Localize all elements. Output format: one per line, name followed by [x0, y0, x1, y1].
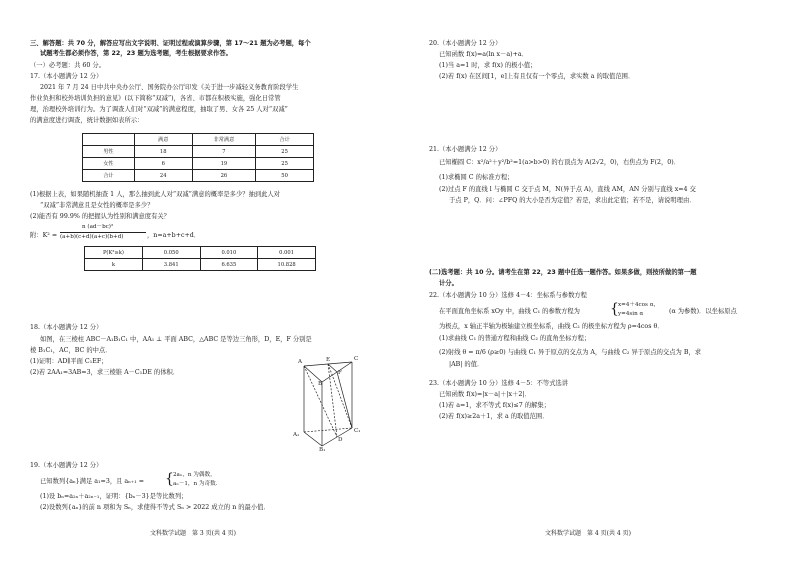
q17-heading: 17.（本小题满分 12 分）: [30, 73, 103, 80]
q22-text: (α 为参数)．以坐标原点: [669, 308, 737, 315]
q20-part2: (2)若 f(x) 在区间[1，e]上有且仅有一个零点，求实数 a 的取值范围．: [439, 73, 635, 80]
figure-label: B₁: [319, 447, 326, 453]
q17-part2: (2)能否有 99.9% 的把握认为性别和满意度有关？: [30, 213, 170, 220]
table-cell: 非常满意: [192, 134, 256, 146]
q18-part1: (1)证明：AD∥平面 C₁EF；: [30, 358, 108, 365]
q18-heading: 18.（本小题满分 12 分）: [30, 324, 103, 331]
q23-part1: (1)若 a=1，求不等式 f(x)≤7 的解集；: [439, 402, 551, 409]
q17-text: 理，治理校外培训行为。为了调查人们对“双减”的满意程度，抽取了男、女各 25 人对“双减”: [30, 106, 288, 113]
table-cell: 26: [192, 170, 256, 182]
q21-text: 已知椭圆 C：x²/a²＋y²/b²=1(a>b>0) 的右顶点为 A(2√2，0)，右焦点为 F(2，0)．: [439, 159, 681, 166]
q22-param-x: x=4＋4cos α，: [618, 302, 660, 308]
table-cell: 6: [134, 158, 192, 170]
q20-part1: (1)当 a=1 时，求 f(x) 的极小值；: [439, 62, 537, 69]
table-cell: 女性: [83, 158, 135, 170]
page-footer: 文科数学试题 第 4 页(共 4 页): [545, 530, 631, 537]
table-cell: P(K²≥k): [85, 247, 143, 259]
fraction-bar: [60, 232, 146, 233]
q17-text: 的满意度进行调查，统计数据如表所示：: [30, 117, 144, 124]
k2-formula-numerator: n (ad－bc)²: [82, 224, 114, 230]
table-cell: 满意: [134, 134, 192, 146]
q19-part1: (1)设 bₙ=a₂ₙ＋a₂ₙ₋₁，证明：{bₙ－3}是等比数列；: [40, 493, 188, 500]
q22-part2: (2)射线 θ = π/6 (ρ≥0) 与曲线 C₁ 异于原点的交点为 A，与曲线 C₂ 异于原点的交点为 B，求: [439, 349, 702, 356]
q22-text: 为极点，x 轴正半轴为极轴建立极坐标系，曲线 C₂ 的极坐标方程为 ρ=4cos θ．: [439, 323, 664, 330]
table-row: [83, 158, 314, 170]
figure-label: B: [318, 381, 323, 387]
table-row: [85, 259, 316, 271]
q21-part2-cont: 于点 P，Q．问：∠PFQ 的大小是否为定值？若是，求出此定值；若不是，请说明理由．: [449, 197, 696, 204]
q22-text: 在平面直角坐标系 xOy 中，曲线 C₁ 的参数方程为: [439, 308, 580, 315]
figure-label: D: [338, 437, 343, 443]
right-page: [397, 0, 794, 561]
figure-label: F: [338, 370, 342, 376]
q21-part1: (1)求椭圆 C 的标准方程；: [439, 174, 514, 181]
q22-param-y: y=4sin α: [618, 311, 644, 317]
q18-text: 如图，在三棱柱 ABC－A₁B₁C₁ 中，AA₁ ⊥ 平面 ABC，△ABC 是等边三角形，D，E，F 分别是: [40, 336, 312, 343]
q19-heading: 19.（本小题满分 12 分）: [30, 462, 103, 469]
q19-case-even: 2aₙ，n 为偶数，: [173, 472, 216, 478]
q19-text: 已知数列{aₙ}满足 a₁=3，且 aₙ₊₁ =: [40, 478, 145, 485]
table-cell: 6.635: [200, 259, 258, 271]
q23-part2: (2)若 f(x)≥2a＋1，求 a 的取值范围．: [439, 413, 549, 420]
table-cell: k: [85, 259, 143, 271]
q20-heading: 20.（本小题满分 12 分）: [429, 40, 502, 47]
section3-heading: 三、解答题：共 70 分，解答应写出文字说明、证明过程或演算步骤，第 17～21 题为必考题，每个: [30, 40, 311, 47]
k2-formula-label: 附：K² =: [30, 232, 58, 239]
critical-value-table: [84, 246, 316, 271]
table-row: [83, 146, 314, 158]
q23-heading: 23.（本小题满分 10 分）选修 4－5：不等式选讲: [429, 380, 569, 387]
table-cell: 男性: [83, 146, 135, 158]
table-cell: 0.001: [258, 247, 316, 259]
table-cell: 18: [134, 146, 192, 158]
figure-label: C₁: [354, 428, 361, 434]
table-cell: 合计: [83, 170, 135, 182]
q19-case-odd: aₙ－1，n 为奇数．: [173, 481, 222, 487]
q17-part1-cont: “双减”非常满意且是女性的概率是多少？: [40, 202, 154, 209]
figure-label: A₁: [293, 432, 300, 438]
figure-label: A: [298, 359, 303, 365]
page-footer: 文科数学试题 第 3 页(共 4 页): [150, 530, 236, 537]
table-cell: 50: [256, 170, 314, 182]
optional-section-heading-cont: 计分。: [439, 280, 458, 287]
table-cell: 25: [256, 158, 314, 170]
figure-label: E: [326, 357, 331, 363]
q21-part2: (2)过点 F 的直线 l 与椭圆 C 交于点 M，N(异于点 A)，直线 AM，AN 分别与直线 x=4 交: [439, 186, 696, 193]
brace: {: [610, 301, 619, 317]
q23-text: 已知函数 f(x)=|x－a|＋|x＋2|．: [439, 391, 531, 398]
section3-heading-cont: 试题考生都必须作答，第 22，23 题为选考题，考生根据要求作答。: [40, 50, 232, 57]
q17-text: 作业负担和校外培训负担的意见》(以下简称“双减”)，各省、市都在积极实施，强化日常管: [30, 95, 281, 102]
table-cell: 0.010: [200, 247, 258, 259]
q17-part1: (1)根据上表，如果随机抽查 1 人，那么抽到此人对“双减”满意的概率是多少？抽到此人对: [30, 191, 281, 198]
q17-text: 2021 年 7 月 24 日中共中央办公厅、国务院办公厅印发《关于进一步减轻义务教育阶段学生: [40, 84, 299, 91]
required-part-heading: （一）必考题：共 60 分。: [30, 62, 105, 69]
q22-part1: (1)求曲线 C₁ 的普通方程和曲线 C₂ 的直角坐标方程；: [439, 335, 591, 342]
q22-part2-cont: |AB| 的值．: [449, 361, 484, 368]
brace: {: [165, 471, 174, 487]
table-cell: 25: [256, 146, 314, 158]
q18-text: 棱 B₁C₁，AC，BC 的中点．: [30, 347, 112, 354]
k2-formula-denominator: (a+b)(c+d)(a+c)(b+d): [60, 234, 124, 240]
table-row: [83, 170, 314, 182]
k2-formula-tail: ，n=a+b+c+d．: [147, 232, 201, 239]
optional-section-heading: (二)选考题：共 10 分。请考生在第 22，23 题中任选一题作答。如果多做，则按所做的第一题: [429, 269, 697, 276]
table-cell: [83, 134, 135, 146]
figure-label: C: [354, 356, 359, 362]
table-cell: 19: [192, 158, 256, 170]
table-cell: 7: [192, 146, 256, 158]
q19-part2: (2)设数列{aₙ}的前 n 项和为 Sₙ，求使得不等式 Sₙ > 2022 成立的 n 的最小值．: [40, 504, 270, 511]
table-cell: 10.828: [258, 259, 316, 271]
prism-figure: [296, 356, 368, 452]
table-header-row: [85, 247, 316, 259]
table-header-row: [83, 134, 314, 146]
table-cell: 0.050: [142, 247, 200, 259]
table-cell: 3.841: [142, 259, 200, 271]
q21-heading: 21.（本小题满分 12 分）: [429, 146, 502, 153]
q20-text: 已知函数 f(x)=a(ln x－a)+a．: [439, 51, 528, 58]
q18-part2: (2)若 2AA₁=3AB=3，求三棱锥 A－C₁DE 的体积．: [30, 369, 180, 376]
table-cell: 合计: [256, 134, 314, 146]
q22-heading: 22.（本小题满分 10 分）选修 4－4：坐标系与参数方程: [429, 292, 587, 299]
table-cell: 24: [134, 170, 192, 182]
survey-table: [82, 133, 314, 182]
